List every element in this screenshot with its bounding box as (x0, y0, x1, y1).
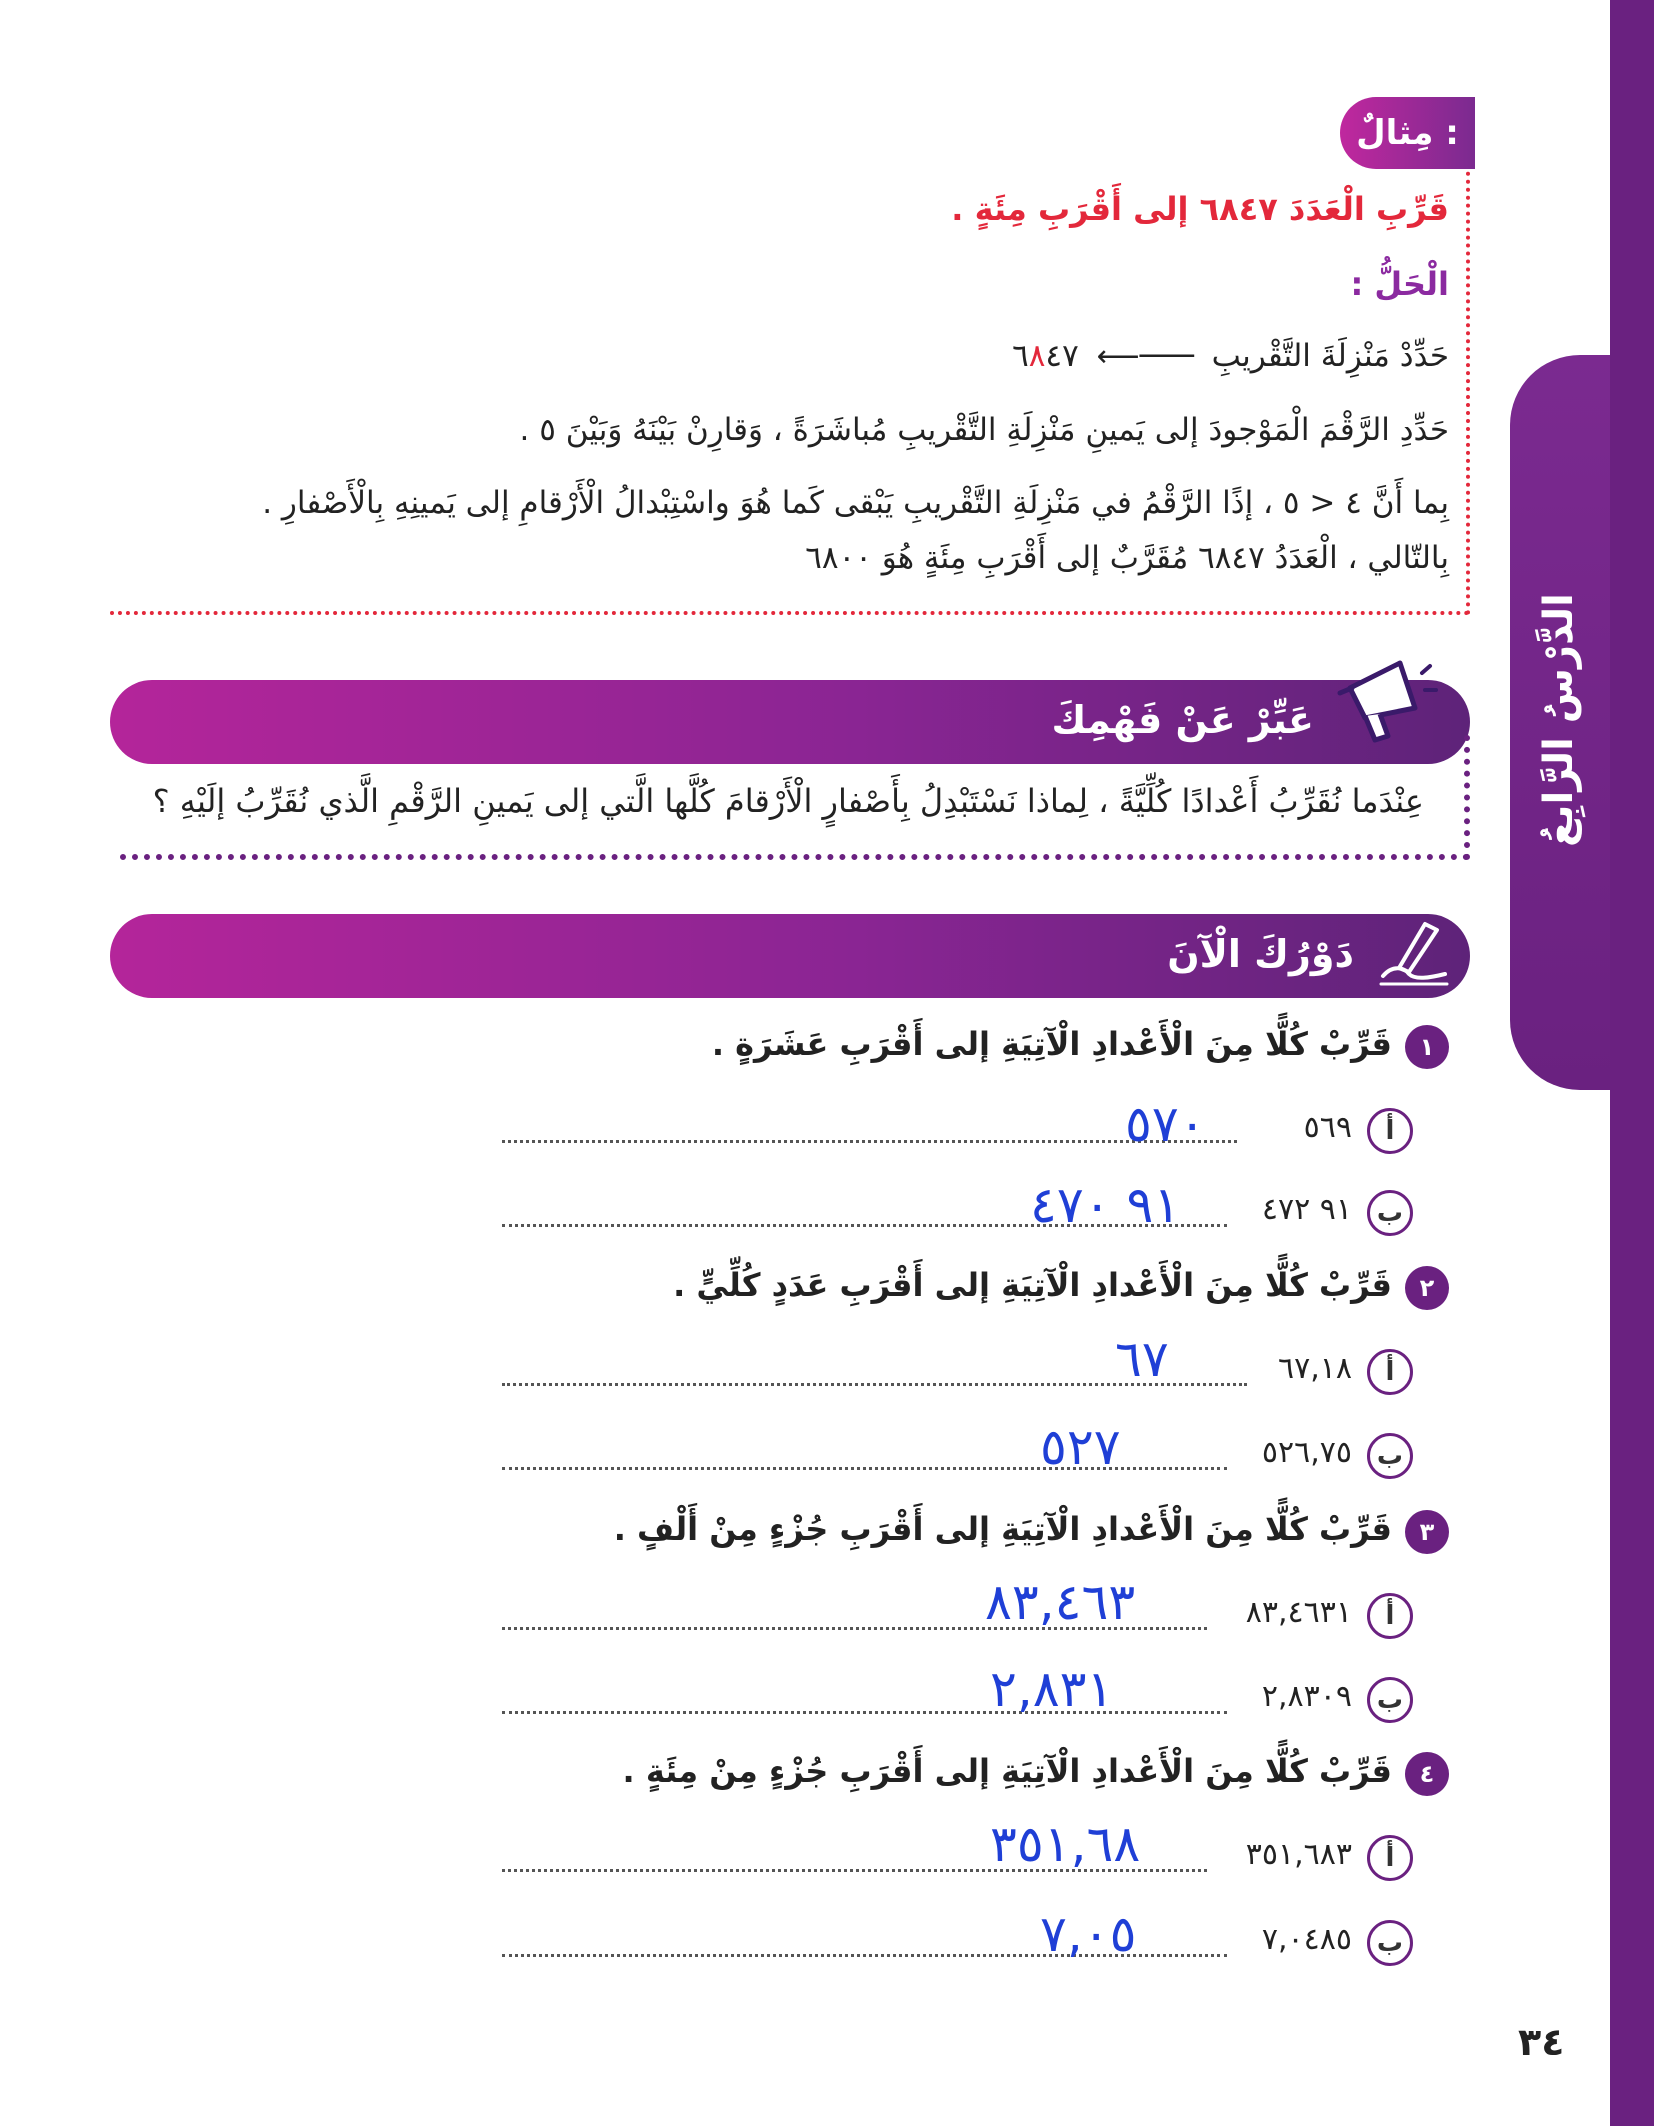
arrow-left-icon: ⟵─── (1096, 339, 1194, 374)
exercise-3b-letter: ب (1367, 1677, 1413, 1723)
exercise-2a-value: ٦٧,١٨ (1278, 1351, 1352, 1386)
side-strip (1610, 0, 1654, 2126)
example-step-3: بِما أَنَّ ٤ < ٥ ، إذًا الرَّقْمُ في مَنْزِلَةِ التَّقْريبِ يَبْقى كَما هُوَ واسْتِبْدالُ الْأَرْقامِ إلى يَمينِهِ بِالْأَصْفارِ . (262, 485, 1449, 521)
exercise-4a-value: ٣٥١,٦٨٣ (1245, 1837, 1352, 1872)
solution-label: الْحَلُّ : (1350, 265, 1449, 303)
exercise-3b-answer-line[interactable] (502, 1711, 1227, 1714)
exercise-3b-answer: ٢,٨٣١ (990, 1660, 1114, 1718)
exercise-3b-value: ٢,٨٣٠٩ (1261, 1679, 1352, 1714)
exercise-2b-letter: ب (1367, 1433, 1413, 1479)
exercise-1a-letter: أ (1367, 1108, 1413, 1154)
exercise-2a-letter: أ (1367, 1349, 1413, 1395)
exercise-1-number: ١ (1405, 1025, 1449, 1069)
example-label: مِثالٌ : (1340, 97, 1475, 169)
exercise-4a-answer: ٣٥١,٦٨ (990, 1815, 1141, 1873)
exercise-1b-letter: ب (1367, 1190, 1413, 1236)
example-step-4: بِالتّالي ، الْعَدَدُ ٦٨٤٧ مُقَرَّبٌ إلى أَقْرَبِ مِئَةٍ هُوَ ٦٨٠٠ (805, 540, 1449, 576)
exercise-1b-value: ٩١ ٤٧٢ (1261, 1192, 1352, 1227)
exercise-3-number: ٣ (1405, 1510, 1449, 1554)
megaphone-icon (1330, 648, 1440, 748)
exercise-3a-letter: أ (1367, 1593, 1413, 1639)
exercise-4-text: قَرِّبْ كُلًّا مِنَ الْأَعْدادِ الْآتِيَةِ إلى أَقْرَبِ جُزْءٍ مِنْ مِئَةٍ . (622, 1752, 1392, 1790)
express-title: عَبِّرْ عَنْ فَهْمِكَ (1051, 698, 1314, 742)
exercise-4a-letter: أ (1367, 1835, 1413, 1881)
exercise-2-text: قَرِّبْ كُلًّا مِنَ الْأَعْدادِ الْآتِيَةِ إلى أَقْرَبِ عَدَدٍ كُلِّيٍّ . (673, 1266, 1392, 1304)
page-number: ٣٤ (1518, 2020, 1565, 2064)
exercise-3-text: قَرِّبْ كُلًّا مِنَ الْأَعْدادِ الْآتِيَةِ إلى أَقْرَبِ جُزْءٍ مِنْ أَلْفٍ . (613, 1510, 1392, 1548)
lesson-tab-label: الدَّرْسُ الرَّابِعُ (1536, 593, 1582, 847)
exercise-1a-answer: ٥٧٠ (1125, 1095, 1206, 1153)
exercise-4b-value: ٧,٠٤٨٥ (1261, 1922, 1352, 1957)
exercise-4b-answer: ٧,٠٥ (1040, 1905, 1137, 1963)
exercise-1a-value: ٥٦٩ (1303, 1110, 1352, 1145)
writing-hand-icon (1375, 918, 1455, 994)
exercise-2b-value: ٥٢٦,٧٥ (1261, 1435, 1352, 1470)
exercise-2a-answer: ٦٧ (1115, 1330, 1169, 1388)
exercise-1-text: قَرِّبْ كُلًّا مِنَ الْأَعْدادِ الْآتِيَةِ إلى أَقْرَبِ عَشَرَةٍ . (711, 1025, 1392, 1063)
exercise-4b-letter: ب (1367, 1920, 1413, 1966)
exercise-3a-answer: ٨٣,٤٦٣ (985, 1573, 1136, 1631)
step1-text: حَدِّدْ مَنْزِلَةَ التَّقْريبِ (1211, 338, 1449, 374)
exercise-2b-answer: ٥٢٧ (1040, 1418, 1121, 1476)
express-question: عِنْدَما نُقَرِّبُ أَعْدادًا كُلِّيَّةً ، لِماذا نَسْتَبْدِلُ بِأَصْفارٍ الْأَرْقامَ كُلَّها الَّتي إلى يَمينِ الرَّقْمِ الَّذي نُقَرِّبُ إلَيْهِ ؟ (152, 782, 1424, 820)
your-turn-title: دَوْرُكَ الْآنَ (1167, 932, 1354, 976)
example-step-1 (1012, 338, 1449, 374)
exercise-4-number: ٤ (1405, 1752, 1449, 1796)
step1-number: ٦٨٤٧ (1012, 338, 1079, 374)
lesson-tab-label-wrap (1514, 560, 1604, 880)
exercise-2-number: ٢ (1405, 1266, 1449, 1310)
exercise-1b-answer: ٩١ ٤٧٠ (1030, 1176, 1181, 1234)
example-step-2: حَدِّدِ الرَّقْمَ الْمَوْجودَ إلى يَمينِ مَنْزِلَةِ التَّقْريبِ مُباشَرَةً ، وَقارِنْ بَيْنَهُ وَبَيْنَ ٥ . (519, 412, 1449, 448)
example-problem: قَرِّبِ الْعَدَدَ ٦٨٤٧ إلى أَقْرَبِ مِئَةٍ . (951, 190, 1449, 228)
exercise-3a-value: ٨٣,٤٦٣١ (1245, 1595, 1352, 1630)
